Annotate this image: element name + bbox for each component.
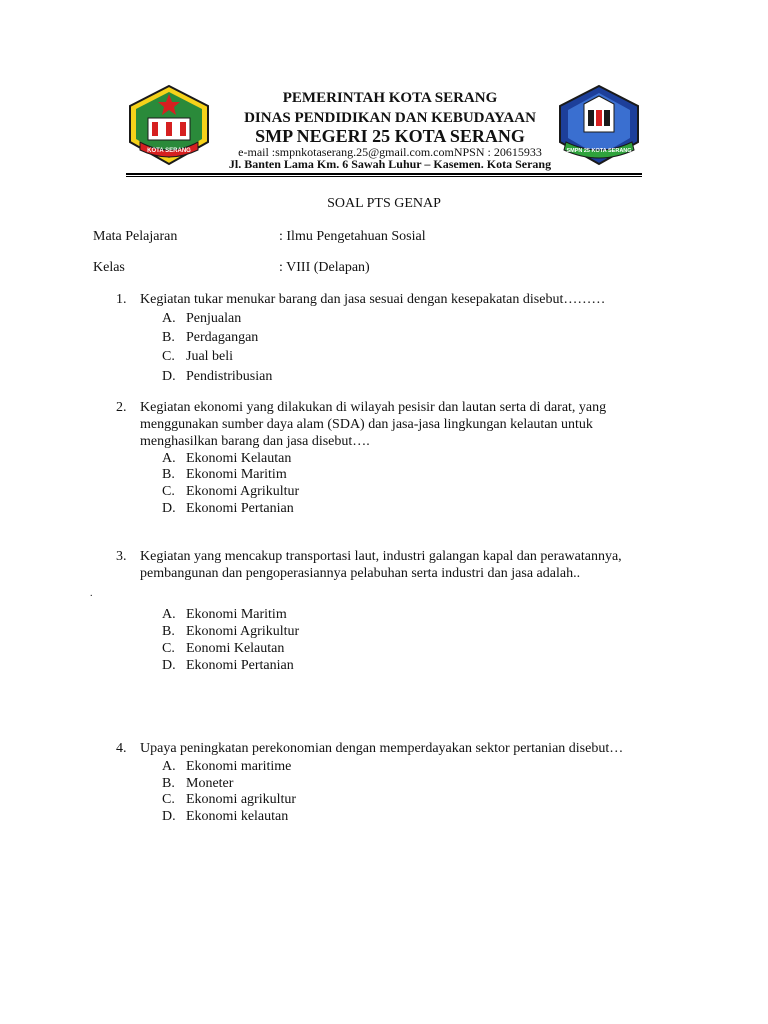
option-text: Ekonomi agrikultur	[186, 792, 297, 807]
option-letter: A.	[162, 311, 176, 326]
option-letter: C.	[162, 484, 175, 499]
option-letter: A.	[162, 607, 176, 622]
svg-text:KOTA SERANG: KOTA SERANG	[147, 148, 191, 154]
option-letter: D.	[162, 809, 176, 824]
option-text: Ekonomi Agrikultur	[186, 624, 300, 639]
option-letter: B.	[162, 776, 175, 791]
option-text: Ekonomi kelautan	[186, 809, 289, 824]
question-text: Upaya peningkatan perekonomian dengan memperdayakan sektor pertanian disebut…	[140, 741, 624, 756]
question-text: Kegiatan ekonomi yang dilakukan di wilayah pesisir dan lautan serta di darat, yang	[140, 400, 607, 415]
option-text: Moneter	[186, 776, 234, 791]
option-letter: D.	[162, 658, 176, 673]
option-letter: B.	[162, 467, 175, 482]
option-letter: A.	[162, 451, 176, 466]
class-value: : VIII (Delapan)	[279, 260, 370, 275]
svg-text:SMPN 25 KOTA SERANG: SMPN 25 KOTA SERANG	[566, 148, 632, 154]
subject-label: Mata Pelajaran	[93, 229, 178, 244]
question-number: 3.	[116, 549, 127, 564]
option-text: Ekonomi Pertanian	[186, 501, 294, 516]
option-text: Perdagangan	[186, 330, 259, 345]
option-letter: C.	[162, 641, 175, 656]
document-title: SOAL PTS GENAP	[327, 196, 441, 211]
stray-mark: .	[90, 588, 93, 599]
subject-value: : Ilmu Pengetahuan Sosial	[279, 229, 426, 244]
class-label: Kelas	[93, 260, 125, 275]
option-letter: D.	[162, 501, 176, 516]
question-text: pembangunan dan pengoperasiannya pelabuhan serta industri dan jasa adalah..	[140, 566, 581, 581]
option-text: Ekonomi Pertanian	[186, 658, 294, 673]
option-letter: A.	[162, 759, 176, 774]
option-text: Ekonomi Kelautan	[186, 451, 292, 466]
option-letter: D.	[162, 369, 176, 384]
letterhead-rule-thin	[126, 176, 642, 177]
letterhead-government: PEMERINTAH KOTA SERANG	[282, 90, 498, 106]
option-letter: C.	[162, 792, 175, 807]
option-text: Ekonomi Maritim	[186, 607, 287, 622]
kota-serang-logo	[126, 84, 212, 166]
option-letter: C.	[162, 349, 175, 364]
option-letter: B.	[162, 330, 175, 345]
option-text: Ekonomi Agrikultur	[186, 484, 300, 499]
letterhead-address: Jl. Banten Lama Km. 6 Sawah Luhur – Kasemen. Kota Serang	[228, 157, 552, 171]
question-number: 1.	[116, 292, 127, 307]
question-text: menggunakan sumber daya alam (SDA) dan jasa-jasa lingkungan kelautan untuk	[140, 417, 593, 432]
question-text: menghasilkan barang dan jasa disebut….	[140, 434, 370, 449]
letterhead-department: DINAS PENDIDIKAN DAN KEBUDAYAAN	[244, 110, 536, 126]
option-text: Ekonomi maritime	[186, 759, 292, 774]
letterhead-contact: e-mail :smpnkotaserang.25@gmail.com.comNPSN : 20615933	[238, 145, 542, 159]
question-number: 4.	[116, 741, 127, 756]
option-text: Eonomi Kelautan	[186, 641, 285, 656]
option-letter: B.	[162, 624, 175, 639]
option-text: Pendistribusian	[186, 369, 273, 384]
question-text: Kegiatan yang mencakup transportasi laut, industri galangan kapal dan perawatannya,	[140, 549, 622, 564]
letterhead-rule-thick	[126, 173, 642, 175]
option-text: Penjualan	[186, 311, 242, 326]
question-text: Kegiatan tukar menukar barang dan jasa sesuai dengan kesepakatan disebut………	[140, 292, 606, 307]
letterhead-school-name: SMP NEGERI 25 KOTA SERANG	[255, 126, 525, 146]
option-text: Ekonomi Maritim	[186, 467, 287, 482]
option-text: Jual beli	[186, 349, 234, 364]
question-number: 2.	[116, 400, 127, 415]
